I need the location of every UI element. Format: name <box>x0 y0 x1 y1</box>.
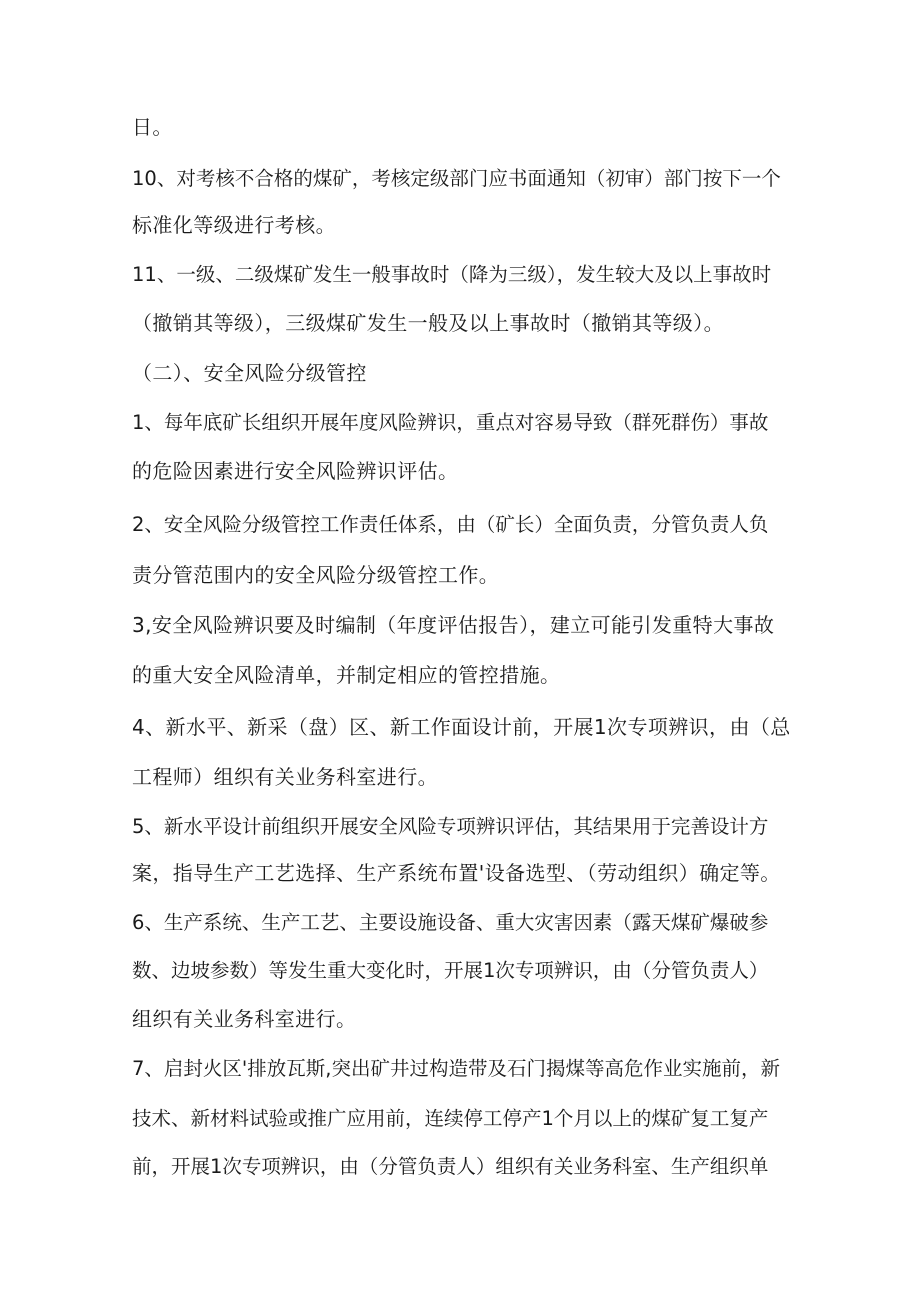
text-line: 11、一级、二级煤矿发生一般事故时（降为三级），发生较大及以上事故时 <box>132 263 772 286</box>
text-line: 6、生产系统、生产工艺、主要设施设备、重大灾害因素（露天煤矿爆破参 <box>132 911 769 934</box>
text-line: 技术、新材料试验或推广应用前，连续停工停产1个月以上的煤矿复工复产 <box>132 1107 769 1130</box>
text-line: 3,安全风险辨识要及时编制（年度评估报告），建立可能引发重特大事故 <box>132 613 775 637</box>
text-line: 标准化等级进行考核。 <box>132 213 336 237</box>
section-heading: （二）、安全风险分级管控 <box>132 361 367 385</box>
text-line: 2、安全风险分级管控工作责任体系，由（矿长）全面负责，分管负责人负 <box>132 513 769 536</box>
text-line: 的重大安全风险清单，并制定相应的管控措施。 <box>132 663 561 687</box>
text-line: 前，开展1次专项辨识，由（分管负责人）组织有关业务科室、生产组织单 <box>132 1155 769 1178</box>
text-line: 工程师）组织有关业务科室进行。 <box>132 765 438 789</box>
text-line: 5、新水平设计前组织开展安全风险专项辨识评估，其结果用于完善设计方 <box>132 815 769 838</box>
text-line: 责分管范围内的安全风险分级管控工作。 <box>132 563 500 587</box>
text-line: 数、边坡参数）等发生重大变化时，开展1次专项辨识，由（分管负责人） <box>132 959 769 982</box>
text-line: 案，指导生产工艺选择、生产系统布置'设备选型、（劳动组织）确定等。 <box>132 861 781 885</box>
text-line: 组织有关业务科室进行。 <box>132 1007 357 1031</box>
text-line: 4、新水平、新采（盘）区、新工作面设计前，开展1次专项辨识，由（总 <box>132 715 791 739</box>
text-line: 7、启封火区'排放瓦斯,突出矿井过构造带及石门揭煤等高危作业实施前，新 <box>132 1057 780 1080</box>
text-line: （撤销其等级），三级煤矿发生一般及以上事故时（撤销其等级）。 <box>132 311 724 335</box>
text-line: 的危险因素进行安全风险辨识评估。 <box>132 459 459 483</box>
text-line: 10、对考核不合格的煤矿，考核定级部门应书面通知（初审）部门按下一个 <box>132 167 781 190</box>
text-line: 日。 <box>132 115 173 139</box>
text-line: 1、每年底矿长组织开展年度风险辨识，重点对容易导致（群死群伤）事故 <box>132 411 769 434</box>
